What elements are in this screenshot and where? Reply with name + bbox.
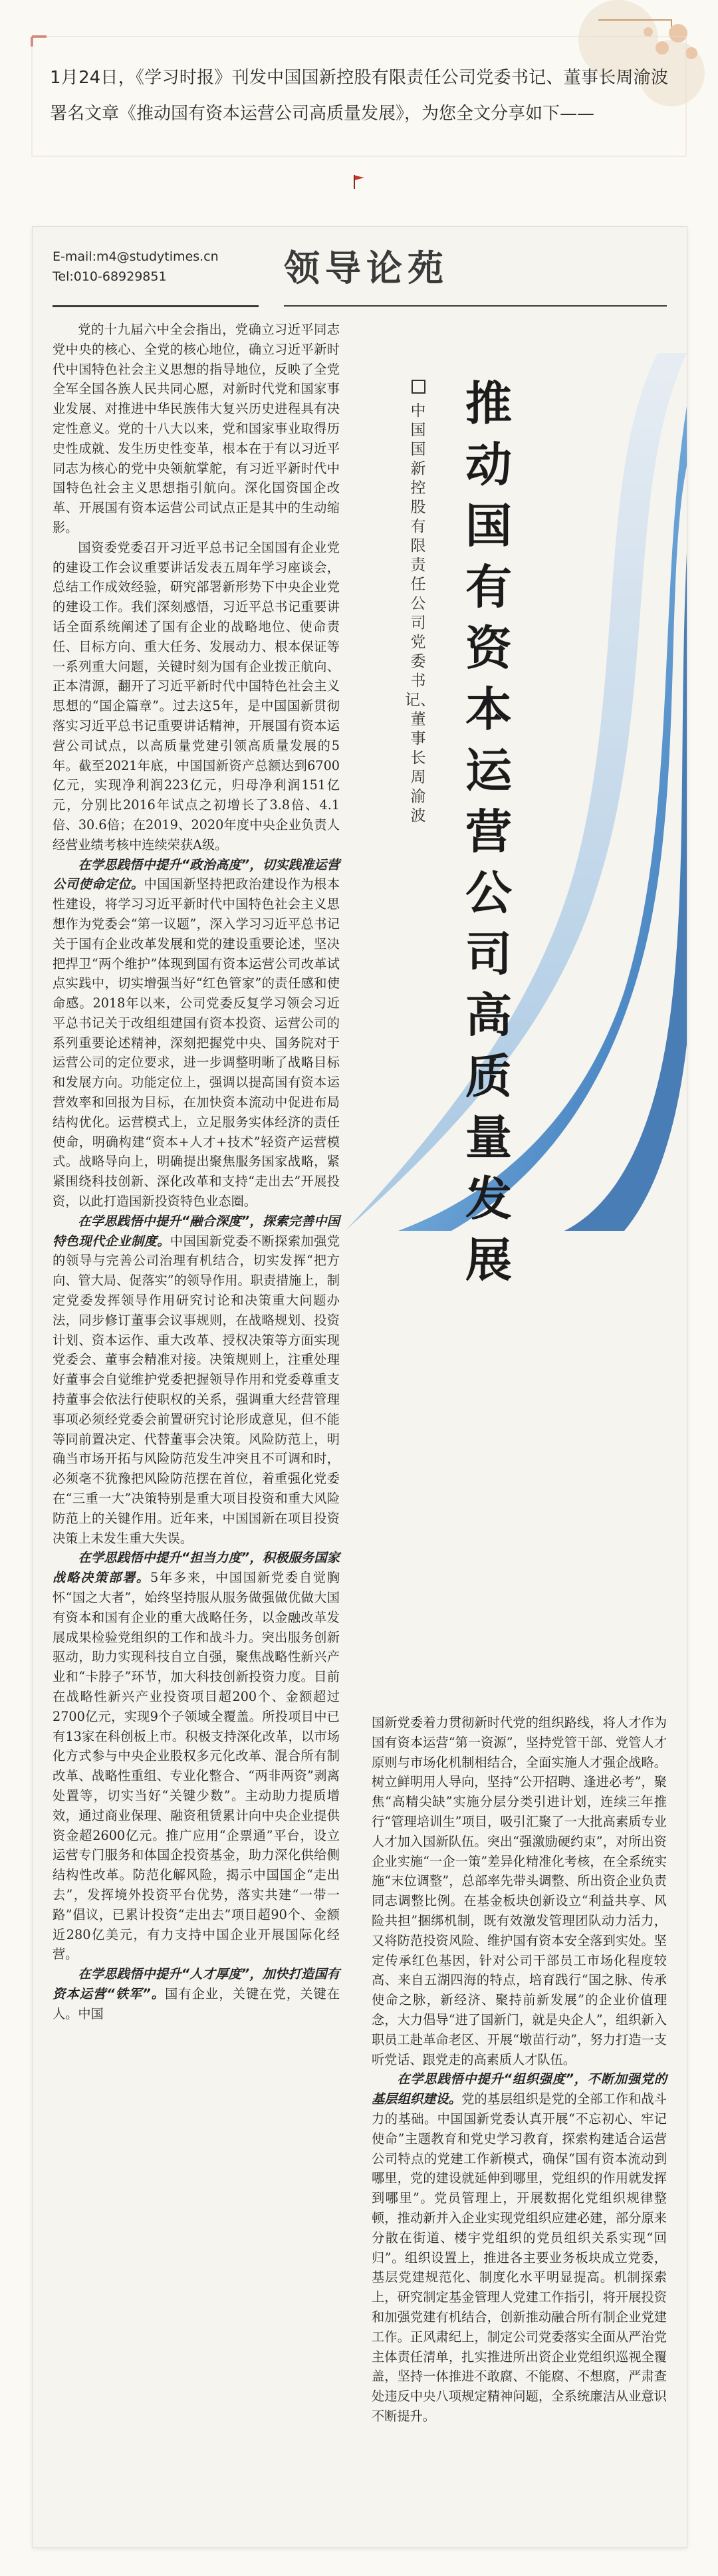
bottom-fade	[33, 2527, 687, 2547]
section-lead: 在学思践悟中提升“组织强度”，不断加强党的基层组织建设。	[372, 2071, 667, 2107]
newspaper-clipping	[32, 226, 687, 2548]
paragraph-text: 国新党委着力贯彻新时代党的组织路线，将人才作为国有资本运营“第一资源”，坚持党管干部、党管人才原则与市场化机制相结合，全面实施人才强企战略。树立鲜明用人导向，坚持“公开招聘、逢进必考”，聚焦“高精尖缺”实施分层分类引进计划，连续三年推行“管理培训生”项目，吸引汇聚了一大批高素质专业人才加入国新队伍。突出“强激励硬约束”，对所出资企业实施“一企一策”差异化精准化考核，在全系统实施“末位调整”，总部率先带头调整、所出资企业负责同志调整比例。在基金板块创新设立“利益共享、风险共担”捆绑机制，既有效激发管理团队动力活力，又将防范投资风险、维护国有资本安全落到实处。坚定传承红色基因，针对公司干部员工市场化程度较高、来自五湖四海的特点，培育践行“国之脉、传承使命之脉，新经济、聚持前新发展”的企业价值理念，大力倡导“进了国新门，就是央企人”，组织新入职员工赴革命老区、开展“墩苗行动”，努力打造一支听党话、跟党走的高素质人才队伍。	[372, 1715, 667, 2067]
column-title: 领导论苑	[284, 247, 449, 289]
article-paragraph	[372, 1713, 667, 2069]
paragraph-text: 党的基层组织是党的全部工作和战斗力的基础。中国国新党委认真开展“不忘初心、牢记使命”主题教育和党史学习教育，探索构建适合运营公司特点的党建工作新模式，确保“国有资本流动到哪里，党的建设就延伸到哪里，党组织的作用就发挥到哪里”。党员管理上，开展数据化党组织规律整顿，推动新并入企业实现党组织应建必建，部分原来分散在街道、楼宇党组织的党员组织关系实现“回归”。组织设置上，推进各主要业务板块成立党委，基层党建规范化、制度化水平明显提高。机制探索上，研究制定基金管理人党建工作指引，将开展投资和加强党建有机结合，创新推动融合所有制企业党建工作。正风肃纪上，制定公司党委落实全面从严治党主体责任清单，扎实推进所出资企业党组织巡视全覆盖，坚持一体推进不敢腐、不能腐、不想腐，严肃查处违反中央八项规定精神问题，全系统廉洁从业意识不断提升。	[372, 2091, 667, 2424]
paragraph-text: 5年多来，中国国新党委自觉胸怀“国之大者”，始终坚持服从服务做强做优做大国有资本和国有企业的重大战略任务，以金融改革发展成果检验党组织的工作和战斗力。突出服务创新驱动，助力实现科技自立自强，聚焦战略性新兴产业和“卡脖子”环节，加大科技创新投资力度。目前在战略性新兴产业投资项目超200个、金额超过2700亿元，实现9个子领域全覆盖。所投项目中已有13家在科创板上市。积极支持深化改革，以市场化方式参与中央企业股权多元化改革、混合所有制改革、战略性重组、专业化整合、“两非两资”剥离处置等，切实当好“关键少数”。主动助力提质增效，通过商业保理、融资租赁累计向中央企业提供资金超2600亿元。推广应用“企票通”平台，设立运营专门服务和体国企投资基金，助力深化供给侧结构性改革。防范化解风险，揭示中国国企“走出去”，发挥境外投资平台优势，落实共建“一带一路”倡议，已累计投资“走出去”项目超90个、金额近280亿美元，有力支持中国企业开展国际化经营。	[53, 1570, 340, 1962]
header-rule-left	[53, 305, 259, 307]
byline-text: 中国国新控股有限责任公司党委书记、董事长 周渝波	[405, 402, 441, 825]
section-lead: 在学思践悟中提升“担当力度”，积极服务国家战略决策部署。	[53, 1550, 340, 1586]
byline	[405, 380, 441, 826]
section-lead: 在学思践悟中提升“政治高度”，切实践准运营公司使命定位。	[53, 856, 340, 892]
paragraph-text: 国资委党委召开习近平总书记全国国有企业党的建设工作会议重要讲话发表五周年学习座谈会，总结工作成效经验，研究部署新形势下中央企业党的建设工作。我们深刻感悟，习近平总书记重要讲话全面系统阐述了国有企业的战略地位、使命责任、目标方向、重大任务、发展动力、根本保证等一系列重大问题，关键时刻为国有企业拨正航向、正本清源，翻开了习近平新时代中国特色社会主义思想的“国企篇章”。过去这5年，是中国国新贯彻落实习近平总书记重要讲话精神，开展国有资本运营公司试点，以高质量党建引领高质量发展的5年。截至2021年底，中国国新资产总额达到6700亿元，实现净利润223亿元，归母净利润151亿元，分别比2016年试点之初增长了3.8倍、4.1倍、30.6倍；在2019、2020年度中央企业负责人经营业绩考核中连续荣获A级。	[53, 539, 340, 852]
article-paragraph	[53, 538, 340, 855]
article-paragraph	[53, 1548, 340, 1964]
email: E-mail:m4@studytimes.cn	[53, 249, 219, 264]
article-column-right	[372, 1713, 667, 2426]
article-headline: 推动国有资本运营公司高质量发展	[465, 376, 512, 1287]
article-column-left	[53, 320, 340, 2024]
paragraph-text: 中国国新党委不断探索加强党的领导与完善公司治理有机结合，切实发挥“把方向、管大局、促落实”的领导作用。职责措施上，制定党委发挥领导作用研究讨论和决策重大问题办法，同步修订董事会议事规则，在战略规划、投资计划、资本运作、重大改革、授权决策等方面实现党委会、董事会精准对接。决策规则上，注重处理好董事会自觉维护党委把握领导作用和党委尊重支持董事会依法行使职权的关系，强调重大经营管理事项必须经党委会前置研究讨论形成意见，但不能等同前置决定、代替董事会决策。风险防范上，明确当市场开拓与风险防范发生冲突且不可调和时，必须毫不犹豫把风险防范摆在首位，着重强化党委在“三重一大”决策特别是重大项目投资和重大风险防范上的关键作用。近年来，中国国新在项目投资决策上未发生重大失误。	[53, 1233, 340, 1546]
paragraph-text: 国有企业，关键在党，关键在人。中国	[53, 1986, 340, 2021]
paragraph-text: 中国国新坚持把政治建设作为根本性建设，将学习习近平新时代中国特色社会主义思想作为党委会“第一议题”，深入学习习近平总书记关于国有企业改革发展和党的建设重要论述，坚决把捍卫“两个维护”体现到国有资本运营公司改革试点实践中，切实增强当好“红色管家”的责任感和使命感。2018年以来，公司党委反复学习领会习近平总书记关于改组组建国有资本投资、运营公司的系列重要论述精神，深刻把握党中央、国务院对于运营公司的定位要求，进一步调整明晰了战略目标和发展方向。功能定位上，强调以提高国有资本运营效率和回报为目标，在加快资本流动中促进布局结构优化。运营模式上，立足服务实体经济的责任使命，明确构建“资本+人才+技术”轻资产运营模式。战略导向上，明确提出聚焦服务国家战略，紧紧围绕科技创新、深化改革和支持“走出去”开展投资，以此打造国新投资特色业态圈。	[53, 876, 340, 1210]
article-paragraph	[53, 320, 340, 538]
section-lead: 在学思践悟中提升“融合深度”，探索完善中国特色现代企业制度。	[53, 1213, 340, 1249]
blue-swirl-graphic	[345, 353, 687, 1231]
phone: Tel:010-68929851	[53, 269, 167, 284]
square-bullet-icon	[412, 380, 425, 394]
section-lead: 在学思践悟中提升“人才厚度”，加快打造国有资本运营“铁军”。	[53, 1966, 340, 2001]
article-paragraph	[53, 1212, 340, 1549]
article-paragraph	[53, 855, 340, 1212]
contact-info	[53, 247, 219, 287]
article-paragraph	[372, 2069, 667, 2426]
header-rule-right	[284, 305, 667, 307]
paragraph-text: 党的十九届六中全会指出，党确立习近平同志党中央的核心、全党的核心地位，确立习近平新时代中国特色社会主义思想的指导地位，反映了全党全军全国各族人民共同心愿，对新时代党和国家事业发展、对推进中华民族伟大复兴历史进程具有决定性意义。党的十八大以来，党和国家事业取得历史性成就、发生历史性变革，根本在于有以习近平同志为核心的党中央领航掌舵，有习近平新时代中国特色社会主义思想指引航向。深化国资国企改革、开展国有资本运营公司试点正是其中的生动缩影。	[53, 322, 340, 535]
intro-text: 1月24日，《学习时报》刊发中国国新控股有限责任公司党委书记、董事长周渝波署名文章《推动国有资本运营公司高质量发展》，为您全文分享如下——	[50, 68, 668, 124]
article-paragraph	[53, 1964, 340, 2023]
flag-icon	[353, 174, 365, 189]
